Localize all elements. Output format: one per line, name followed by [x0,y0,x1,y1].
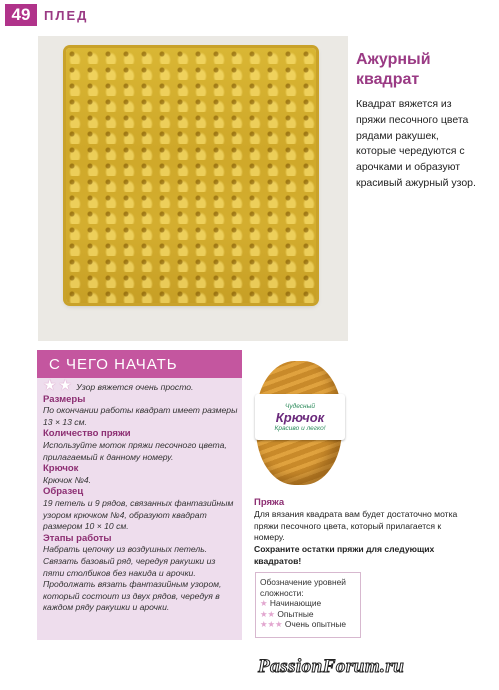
sample-heading: Образец [43,486,84,498]
panel-body [43,377,239,614]
size-heading: Размеры [43,393,86,405]
legend-label: Опытные [277,608,314,619]
difficulty-legend [255,572,361,638]
yarn-brand: Крючок [275,409,325,425]
legend-stars: ★★ [260,608,276,619]
legend-stars: ★ [260,598,268,608]
legend-title: Обозначение уровней сложности: [260,577,346,598]
yarn-heading: Пряжа [254,497,285,508]
difficulty-stars: ★★ [43,377,74,394]
sample-text: 19 петель и 9 рядов, связанных фантазийным узором крючком №4, образуют квадрат размером 10 × 10 см. [43,497,234,532]
hook-heading: Крючок [43,463,79,475]
watermark: PassionForum.ru [258,656,405,677]
article-title: Ажурный квадрат [356,51,431,88]
panel-heading: С ЧЕГО НАЧАТЬ [37,350,242,378]
yarn-description: Для вязания квадрата вам будет достаточно мотка пряжи песочного цвета, который прилагается к номеру. [254,508,458,543]
amount-heading: Количество пряжи [43,428,131,440]
legend-row [260,619,356,630]
crochet-swatch-image [66,48,316,303]
hook-text: Крючок №4. [43,474,92,485]
legend-label: Начинающие [269,598,322,608]
yarn-tagline: Красиво и легко! [274,424,326,432]
yarn-note: Сохраните остатки пряжи для следующих квадратов! [254,544,435,566]
yarn-label [255,394,345,440]
steps-text-1: Набрать цепочку из воздушных петель. Связать базовый ряд, чередуя ракушки из пяти столбиков без накида и арочки. [43,544,216,578]
difficulty-text: Узор вяжется очень просто. [76,382,194,392]
size-text: По окончании работы квадрат имеет размеры 13 × 13 см. [43,405,238,427]
legend-row [260,609,356,620]
yarn-label-small: Чудесный [285,402,315,410]
amount-text: Используйте моток пряжи песочного цвета, прилагаемый к данному номеру. [43,439,227,462]
instructions-panel [37,350,242,640]
yarn-text-block [254,497,469,568]
page-number: 49 [5,4,37,26]
steps-heading: Этапы работы [43,532,112,544]
yarn-ball-image [250,356,348,490]
steps-text-2: Продолжать вязать фантазийным узором, который состоит из двух рядов, чередуя в каждом ряду ракушки и арочки. [43,579,222,613]
legend-stars: ★★★ [260,619,283,629]
legend-label: Очень опытные [284,619,347,629]
intro-text: Квадрат вяжется из пряжи песочного цвета рядами ракушек, которые чередуются с арочками и образуют красивый ажурный узор. [356,98,476,189]
section-title: ПЛЕД [44,8,89,23]
legend-row [260,598,356,609]
